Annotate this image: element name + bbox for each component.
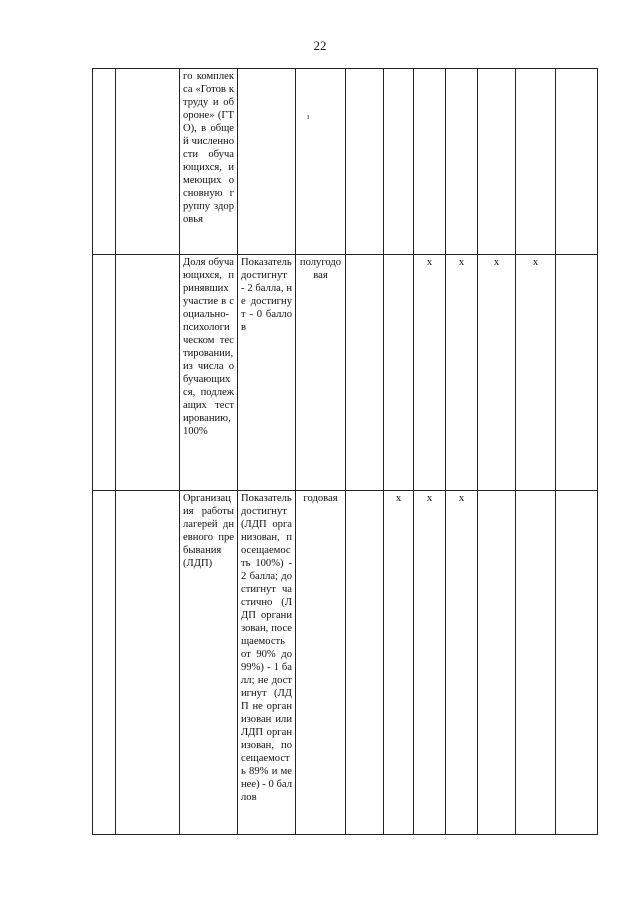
mark-cell: х xyxy=(384,491,414,835)
mark-cell: х xyxy=(516,255,556,491)
mark-cell xyxy=(556,255,598,491)
mark-cell: х xyxy=(446,255,478,491)
code-cell xyxy=(116,69,180,255)
criteria-cell: Показатель достигнут (ЛДП организован, посещаемость 100%) - 2 балла; достигнут частично (ЛДП организован, посещаемость от 90% до 99%) - 1 балл; не достигнут (ЛДП не организован или ЛДП организован, посещаемость 89% и менее) - 0 баллов xyxy=(238,491,296,835)
mark-cell: х xyxy=(414,255,446,491)
indicator-name-cell: Организация работы лагерей дневного пребывания (ЛДП) xyxy=(180,491,238,835)
table-row xyxy=(93,255,598,491)
mark-cell xyxy=(556,491,598,835)
criteria-cell xyxy=(238,69,296,255)
period-cell: полугодовая xyxy=(296,255,346,491)
mark-cell xyxy=(516,491,556,835)
row-number-cell xyxy=(93,255,116,491)
code-cell xyxy=(116,255,180,491)
row-number-cell xyxy=(93,69,116,255)
page-number: 22 xyxy=(313,38,327,53)
mark-cell xyxy=(478,69,516,255)
mark-cell: х xyxy=(478,255,516,491)
mark-cell xyxy=(516,69,556,255)
mark-cell xyxy=(446,69,478,255)
table-row xyxy=(93,491,598,835)
mark-cell xyxy=(478,491,516,835)
mark-cell xyxy=(384,255,414,491)
mark-cell: х xyxy=(414,491,446,835)
scan-mark: ɪ xyxy=(307,112,310,121)
period-cell: годовая xyxy=(296,491,346,835)
mark-cell xyxy=(346,491,384,835)
mark-cell: х xyxy=(446,491,478,835)
row-number-cell xyxy=(93,491,116,835)
indicator-name-cell: Доля обучающихся, принявших участие в социально-психологическом тестировании, из числа обучающихся, подлежащих тестированию, 100% xyxy=(180,255,238,491)
period-cell xyxy=(296,69,346,255)
table-row xyxy=(93,69,598,255)
indicators-table xyxy=(92,68,598,835)
mark-cell xyxy=(346,255,384,491)
mark-cell xyxy=(414,69,446,255)
mark-cell xyxy=(556,69,598,255)
mark-cell xyxy=(384,69,414,255)
indicator-name-cell: го комплекса «Готов к труду и обороне» (ГТО), в общей численности обучающихся, имеющих основную группу здоровья xyxy=(180,69,238,255)
code-cell xyxy=(116,491,180,835)
unit-cell xyxy=(346,69,384,255)
criteria-cell: Показатель достигнут - 2 балла, не достигнут - 0 баллов xyxy=(238,255,296,491)
